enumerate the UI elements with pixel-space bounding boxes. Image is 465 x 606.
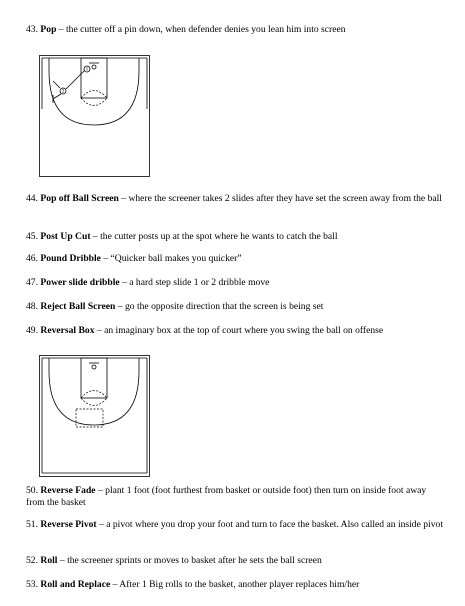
glossary-entry-51 bbox=[26, 519, 446, 531]
entry-term: Pop bbox=[40, 24, 57, 35]
entry-definition: – After 1 Big rolls to the basket, another player replaces him/her bbox=[110, 579, 360, 590]
entry-definition: – an imaginary box at the top of court where you swing the ball on offense bbox=[94, 325, 384, 336]
court-diagram-pop bbox=[39, 55, 150, 177]
glossary-entry-48 bbox=[26, 301, 446, 313]
entry-term: Post Up Cut bbox=[40, 231, 91, 242]
glossary-entry-45 bbox=[26, 231, 446, 243]
court-diagram-reversal-box bbox=[39, 355, 150, 477]
entry-number: 53. bbox=[26, 579, 38, 590]
entry-term: Power slide dribble bbox=[40, 277, 120, 288]
entry-definition: – where the screener takes 2 slides after they have set the screen away from the ball bbox=[118, 193, 442, 204]
glossary-entry-43 bbox=[26, 24, 446, 36]
entry-term: Roll and Replace bbox=[40, 579, 111, 590]
glossary-entry-52 bbox=[26, 555, 446, 567]
entry-number: 50. bbox=[26, 485, 38, 496]
entry-definition: – a pivot where you drop your foot and turn to face the basket. Also called an inside pivot bbox=[96, 519, 443, 530]
entry-term: Reversal Box bbox=[40, 325, 95, 336]
glossary-entry-50 bbox=[26, 485, 446, 509]
entry-number: 51. bbox=[26, 519, 38, 530]
entry-number: 46. bbox=[26, 253, 38, 264]
court-border bbox=[40, 356, 150, 477]
entry-definition: – a hard step slide 1 or 2 dribble move bbox=[119, 277, 270, 288]
glossary-entry-47 bbox=[26, 277, 446, 289]
entry-term: Pound Dribble bbox=[40, 253, 101, 264]
entry-number: 48. bbox=[26, 301, 38, 312]
entry-term: Reverse Fade bbox=[40, 485, 96, 496]
player-two-label: 2 bbox=[61, 89, 65, 95]
basket bbox=[92, 65, 96, 69]
entry-term: Reverse Pivot bbox=[40, 519, 97, 530]
entry-term: Roll bbox=[40, 555, 58, 566]
entry-term: Pop off Ball Screen bbox=[40, 193, 119, 204]
entry-definition: – “Quicker ball makes you quicker” bbox=[100, 253, 242, 264]
entry-definition: – the screener sprints or moves to basket after he sets the ball screen bbox=[57, 555, 322, 566]
lane bbox=[81, 58, 107, 98]
entry-number: 49. bbox=[26, 325, 38, 336]
glossary-entry-44 bbox=[26, 193, 446, 205]
player-one-label: 1 bbox=[85, 67, 89, 73]
court-border bbox=[40, 56, 150, 177]
entry-number: 52. bbox=[26, 555, 38, 566]
entry-number: 44. bbox=[26, 193, 38, 204]
entry-number: 47. bbox=[26, 277, 38, 288]
entry-definition: – plant 1 foot (foot furthest from basket or outside foot) then turn on inside foot away from the basket bbox=[26, 485, 427, 508]
entry-number: 43. bbox=[26, 24, 38, 35]
entry-definition: – the cutter posts up at the spot where he wants to catch the ball bbox=[90, 231, 338, 242]
reversal-box bbox=[76, 409, 103, 427]
entry-term: Reject Ball Screen bbox=[40, 301, 116, 312]
glossary-entry-53 bbox=[26, 579, 446, 591]
three-point-arc bbox=[49, 358, 139, 425]
lane bbox=[81, 358, 107, 398]
glossary-entry-46 bbox=[26, 253, 446, 265]
entry-number: 45. bbox=[26, 231, 38, 242]
glossary-entry-49 bbox=[26, 325, 446, 337]
entry-definition: – go the opposite direction that the screen is being set bbox=[115, 301, 324, 312]
basket bbox=[92, 365, 96, 369]
entry-definition: – the cutter off a pin down, when defender denies you lean him into screen bbox=[56, 24, 346, 35]
